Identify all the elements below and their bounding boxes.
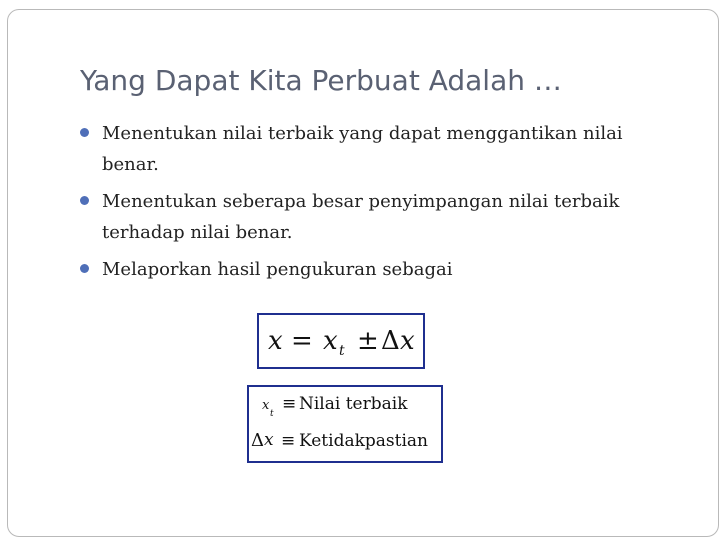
formula-delta: Δ — [381, 326, 400, 356]
legend-best-value-text: Nilai terbaik — [299, 394, 408, 414]
formula-plus-minus: ± — [357, 326, 379, 356]
legend-uncertainty-text: Ketidakpastian — [299, 431, 428, 451]
formula-delta-variable: x — [400, 326, 415, 356]
formula-lhs: x — [268, 326, 283, 356]
formula-best-value: x — [323, 326, 338, 356]
slide-title: Yang Dapat Kita Perbuat Adalah … — [80, 64, 562, 97]
bullet-item — [80, 254, 660, 285]
bullet-item — [80, 186, 660, 248]
bullet-dot-icon — [80, 264, 89, 273]
legend-box — [247, 385, 443, 463]
formula-equals: = — [291, 326, 313, 356]
bullet-dot-icon — [80, 128, 89, 137]
bullet-list — [80, 118, 660, 291]
legend-delta-variable: x — [264, 430, 274, 450]
legend-best-value-symbol: x — [262, 398, 270, 413]
formula-box — [257, 313, 425, 369]
formula-best-value-subscript: t — [339, 343, 345, 359]
bullet-item — [80, 118, 660, 180]
bullet-text: Menentukan nilai terbaik yang dapat menggantikan nilai benar. — [102, 123, 623, 175]
bullet-text: Menentukan seberapa besar penyimpangan nilai terbaik terhadap nilai benar. — [102, 191, 620, 243]
legend-equiv: ≡ — [282, 394, 297, 414]
bullet-text: Melaporkan hasil pengukuran sebagai — [102, 259, 453, 280]
legend-best-value-subscript: t — [270, 409, 274, 419]
legend-delta: Δ — [251, 430, 264, 451]
bullet-dot-icon — [80, 196, 89, 205]
legend-equiv: ≡ — [281, 431, 296, 451]
